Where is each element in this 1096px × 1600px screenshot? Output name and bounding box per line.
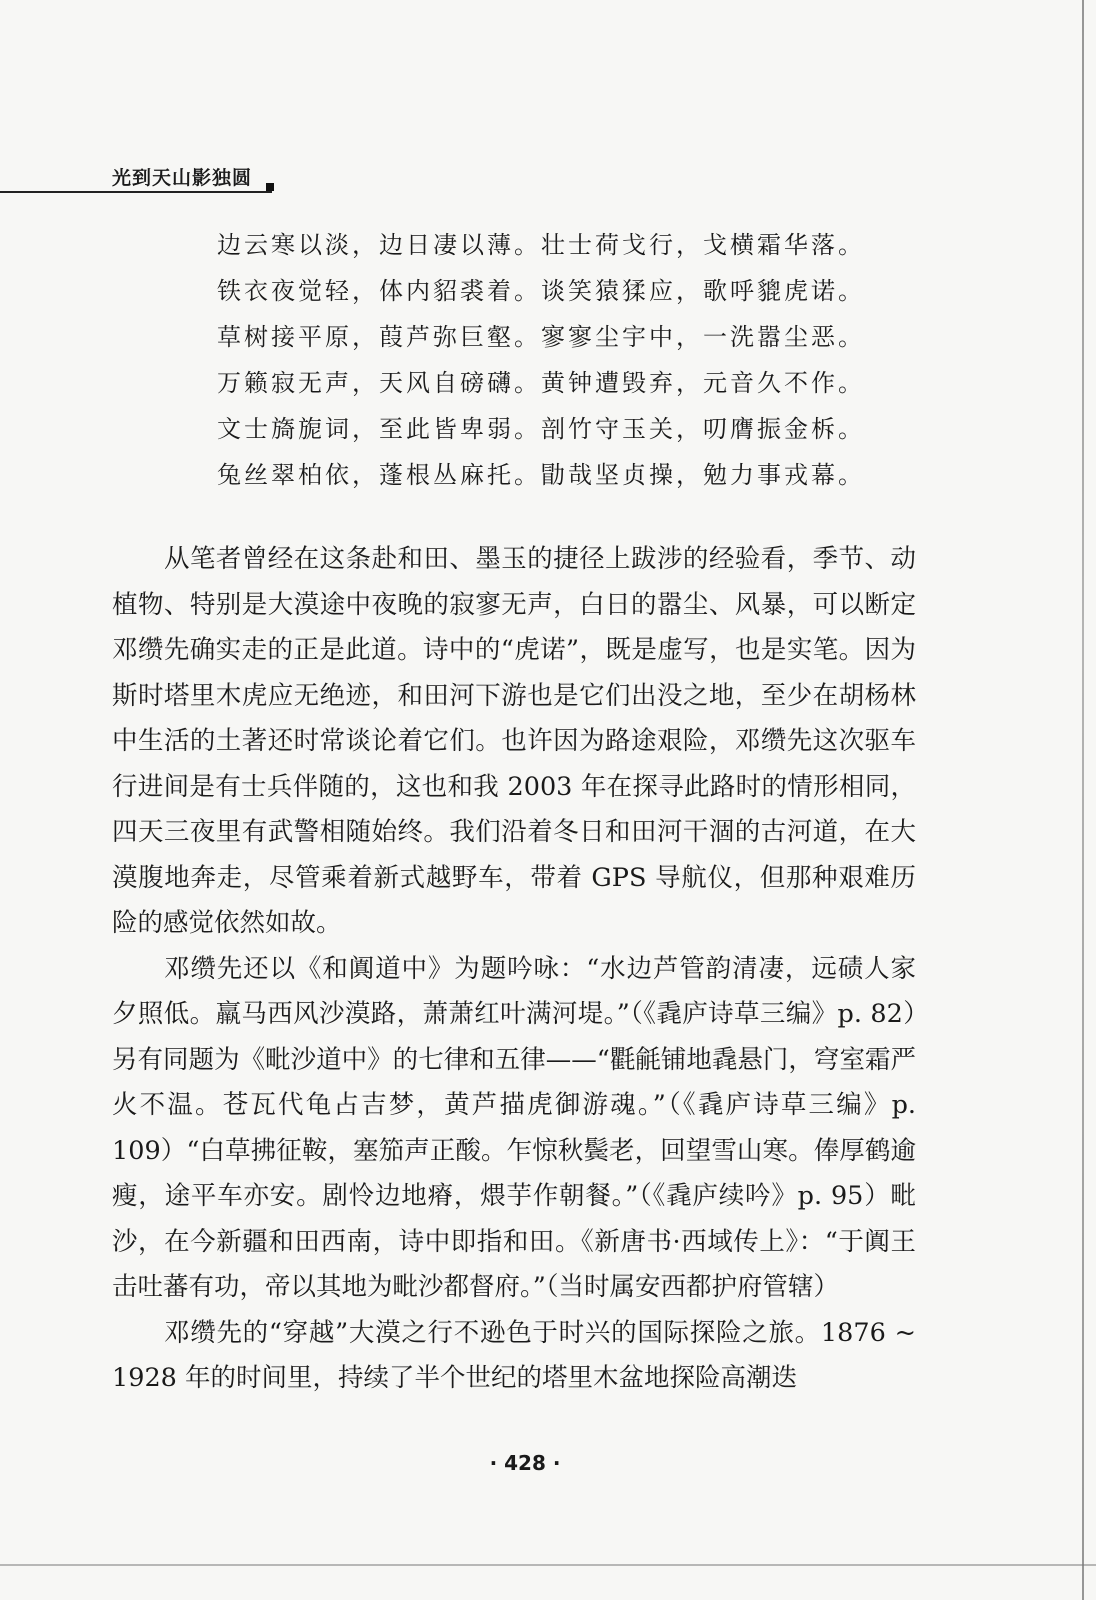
paragraph: 从笔者曾经在这条赴和田、墨玉的捷径上跋涉的经验看，季节、动植物、特别是大漠途中夜晚的寂寥无声，白日的嚣尘、风暴，可以断定邓缵先确实走的正是此道。诗中的“虎诺”，既是虚写，也是实笔。因为斯时塔里木虎应无绝迹，和田河下游也是它们出没之地，至少在胡杨林中生活的土著还时常谈论着它们。也许因为路途艰险，邓缵先这次驱车行进间是有士兵伴随的，这也和我 2003 年在探寻此路时的情形相同，四天三夜里有武警相随始终。我们沿着冬日和田河干涸的古河道，在大漠腹地奔走，尽管乘着新式越野车，带着 GPS 导航仪，但那种艰难历险的感觉依然如故。 [112,544,916,938]
paragraph: 邓缵先还以《和阗道中》为题吟咏：“水边芦管韵清凄，远碛人家夕照低。羸马西风沙漠路，萧萧红叶满河堤。”（《毳庐诗草三编》p. 82）另有同题为《毗沙道中》的七律和五律——“氍毹铺地毳悬门，穹室霜严火不温。苍瓦代龟占吉梦，黄芦描虎御游魂。”（《毳庐诗草三编》p. 109）“白草拂征鞍，塞笳声正酸。乍惊秋鬓老，回望雪山寒。俸厚鹤逾瘦，途平车亦安。剧怜边地瘠，煨芋作朝餐。”（《毳庐续吟》p. 95）毗沙，在今新疆和田西南，诗中即指和田。《新唐书·西域传上》：“于阗王击吐蕃有功，帝以其地为毗沙都督府。”（当时属安西都护府管辖） [112,953,916,1302]
scan-edge-right [1082,0,1084,1600]
poem-line: 兔丝翠柏依，蓬根丛麻托。勖哉坚贞操，勉力事戎幕。 [217,461,865,489]
paragraph: 邓缵先的“穿越”大漠之行不逊色于时兴的国际探险之旅。1876 ~ 1928 年的时间里，持续了半个世纪的塔里木盆地探险高潮迭 [112,1317,916,1393]
header-rule [0,191,272,193]
running-header: 光到天山影独圆 [112,167,253,189]
poem-line: 草树接平原，葭芦弥巨壑。寥寥尘宇中，一洗嚣尘恶。 [217,323,865,351]
page-number: · 428 · [489,1451,561,1475]
header-square-mark [266,183,274,191]
poem-line: 铁衣夜觉轻，体内貂裘着。谈笑猿猱应，歌呼貔虎诺。 [217,277,865,305]
poem-line: 万籁寂无声，天风自磅礴。黄钟遭毁弃，元音久不作。 [217,369,865,397]
scan-edge-bottom [0,1564,1096,1566]
poem-line: 文士旖旎词，至此皆卑弱。剖竹守玉关，叨膺振金柝。 [217,415,865,443]
poem-line: 边云寒以淡，边日凄以薄。壮士荷戈行，戈横霜华落。 [217,231,865,259]
body-text [112,537,916,1402]
poem-block [217,222,897,498]
